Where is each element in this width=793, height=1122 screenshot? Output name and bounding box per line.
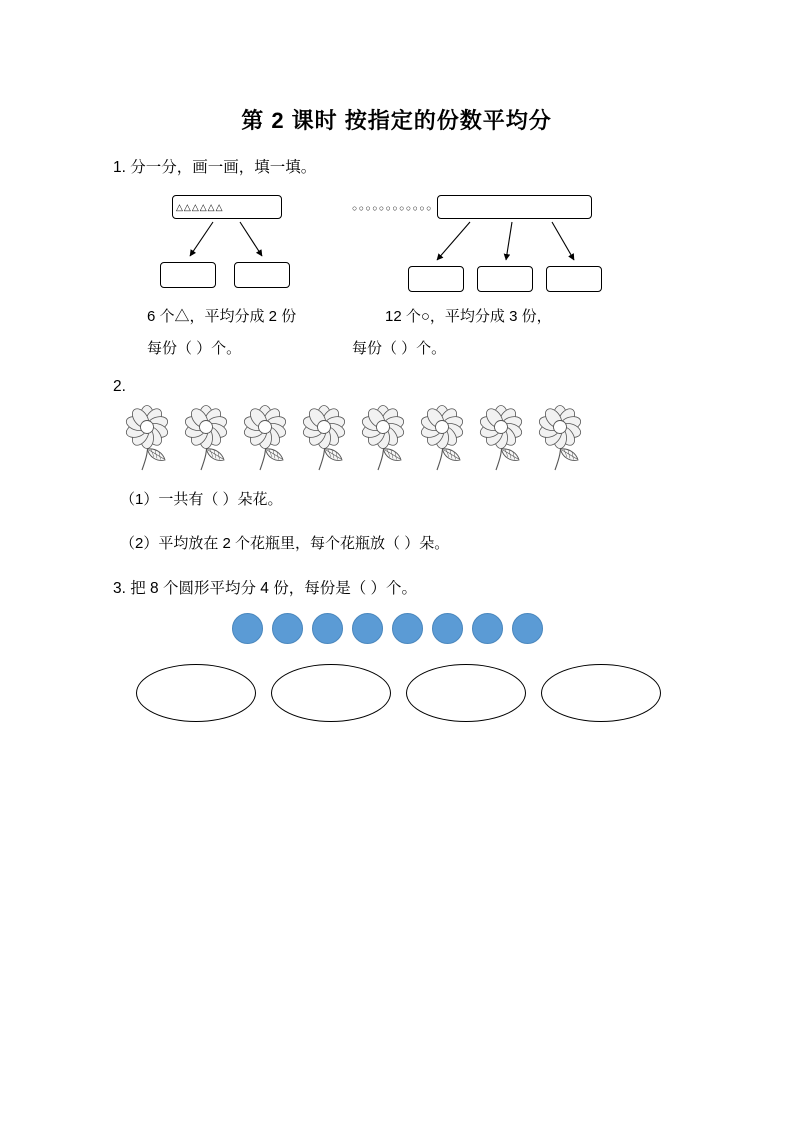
q2-subquestion-1: （1）一共有（ ）朵花。	[120, 491, 283, 508]
flower-icon	[415, 405, 471, 473]
flower-icon	[238, 405, 294, 473]
q1-left-caption-line2: 每份（ ）个。	[147, 340, 242, 357]
page-title: 第 2 课时 按指定的份数平均分	[241, 108, 552, 133]
q1-left-triangles: △△△△△△	[176, 202, 224, 212]
q1-left-answer-box-1[interactable]	[160, 262, 216, 288]
flower-icon	[533, 405, 589, 473]
flower-icon	[179, 405, 235, 473]
group-ellipse[interactable]	[406, 664, 526, 722]
flower-icon	[356, 405, 412, 473]
blue-circle-shape	[512, 613, 543, 644]
blue-circle-shape	[232, 613, 263, 644]
blue-circle-shape	[272, 613, 303, 644]
blue-circle-shape	[392, 613, 423, 644]
group-ellipse[interactable]	[541, 664, 661, 722]
q1-right-caption-line2: 每份（ ）个。	[352, 340, 447, 357]
q1-right-caption-line1: 12 个○，平均分成 3 份，	[385, 308, 552, 325]
q1-right-answer-box-1[interactable]	[408, 266, 464, 292]
blue-circle-shape	[432, 613, 463, 644]
question-3-label: 3. 把 8 个圆形平均分 4 份，每份是（ ）个。	[113, 580, 418, 597]
blue-circle-shape	[472, 613, 503, 644]
blue-circle-shape	[352, 613, 383, 644]
q1-right-answer-box-2[interactable]	[477, 266, 533, 292]
q1-left-answer-box-2[interactable]	[234, 262, 290, 288]
flower-icon	[120, 405, 176, 473]
q3-circle-row	[232, 613, 552, 647]
blue-circle-shape	[312, 613, 343, 644]
q2-flower-row	[120, 405, 590, 477]
q3-group-ellipses	[136, 664, 661, 726]
group-ellipse[interactable]	[136, 664, 256, 722]
flower-icon	[297, 405, 353, 473]
question-1-label: 1. 分一分，画一画，填一填。	[113, 159, 317, 176]
q1-left-caption-line1: 6 个△，平均分成 2 份	[147, 308, 297, 325]
q1-right-answer-box-3[interactable]	[546, 266, 602, 292]
flower-icon	[474, 405, 530, 473]
group-ellipse[interactable]	[271, 664, 391, 722]
q2-subquestion-2: （2）平均放在 2 个花瓶里，每个花瓶放（ ）朵。	[120, 535, 450, 552]
question-2-label: 2.	[113, 378, 126, 395]
q1-right-circles: ○○○○○○○○○○○○	[352, 203, 433, 213]
